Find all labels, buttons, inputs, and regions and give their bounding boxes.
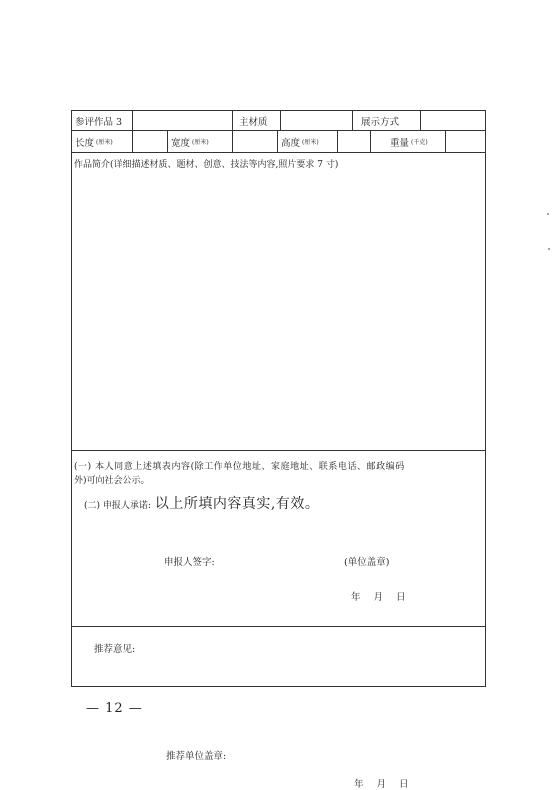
width-label-text: 宽度 xyxy=(171,137,191,149)
unit-seal-label: (单位盖章) xyxy=(344,557,390,568)
cell-divider xyxy=(132,131,133,152)
cell-divider xyxy=(132,111,133,130)
work-intro-label: 作品简介(详细描述材质、题材、创意、技法等内容,照片要求 7 寸) xyxy=(74,160,339,170)
consent-statement-line1: (一) 本人同意上述填表内容(除工作单位地址、家庭地址、联系电话、邮政编码 xyxy=(74,462,405,472)
recommendation-date-label: 年 月 日 xyxy=(354,779,410,790)
consent-statement-line2: 外)可向社会公示。 xyxy=(74,476,150,486)
cell-divider xyxy=(167,131,168,152)
weight-label xyxy=(390,131,428,152)
promise-text: 以上所填内容真实,有效。 xyxy=(154,496,320,512)
weight-unit: (千克) xyxy=(411,139,428,146)
recommendation-opinion-label: 推荐意见: xyxy=(94,644,136,655)
applicant-signature-label: 申报人签字: xyxy=(164,557,215,568)
material-label: 主材质 xyxy=(239,116,268,128)
cell-divider xyxy=(352,111,353,130)
work-info-row xyxy=(72,111,485,131)
cell-divider xyxy=(420,111,421,130)
promise-label: (二) 申报人承诺: xyxy=(84,501,151,511)
cell-divider xyxy=(370,131,371,152)
length-unit: (厘米) xyxy=(96,139,113,146)
applicant-promise xyxy=(84,493,319,513)
scan-speck xyxy=(547,213,549,215)
width-unit: (厘米) xyxy=(192,139,209,146)
cell-divider xyxy=(232,131,233,152)
dimensions-row xyxy=(72,131,485,153)
applicant-date-label: 年 月 日 xyxy=(351,592,407,603)
cell-divider xyxy=(280,111,281,130)
length-label xyxy=(75,131,113,152)
weight-label-text: 重量 xyxy=(390,137,410,149)
page-number: — 12 — xyxy=(86,701,143,716)
cell-divider xyxy=(337,131,338,152)
display-method-label: 展示方式 xyxy=(361,116,400,128)
work-intro-section[interactable] xyxy=(72,153,485,451)
cell-divider xyxy=(445,131,446,152)
cell-divider xyxy=(277,131,278,152)
recommending-unit-seal-label: 推荐单位盖章: xyxy=(166,751,227,762)
width-label xyxy=(171,131,209,152)
cell-divider xyxy=(232,111,233,130)
length-label-text: 长度 xyxy=(75,137,95,149)
height-unit: (厘米) xyxy=(302,139,319,146)
scan-speck xyxy=(548,248,550,250)
work-label: 参评作品 3 xyxy=(75,116,123,128)
consent-section xyxy=(72,451,485,627)
height-label-text: 高度 xyxy=(281,137,301,149)
height-label xyxy=(281,131,319,152)
